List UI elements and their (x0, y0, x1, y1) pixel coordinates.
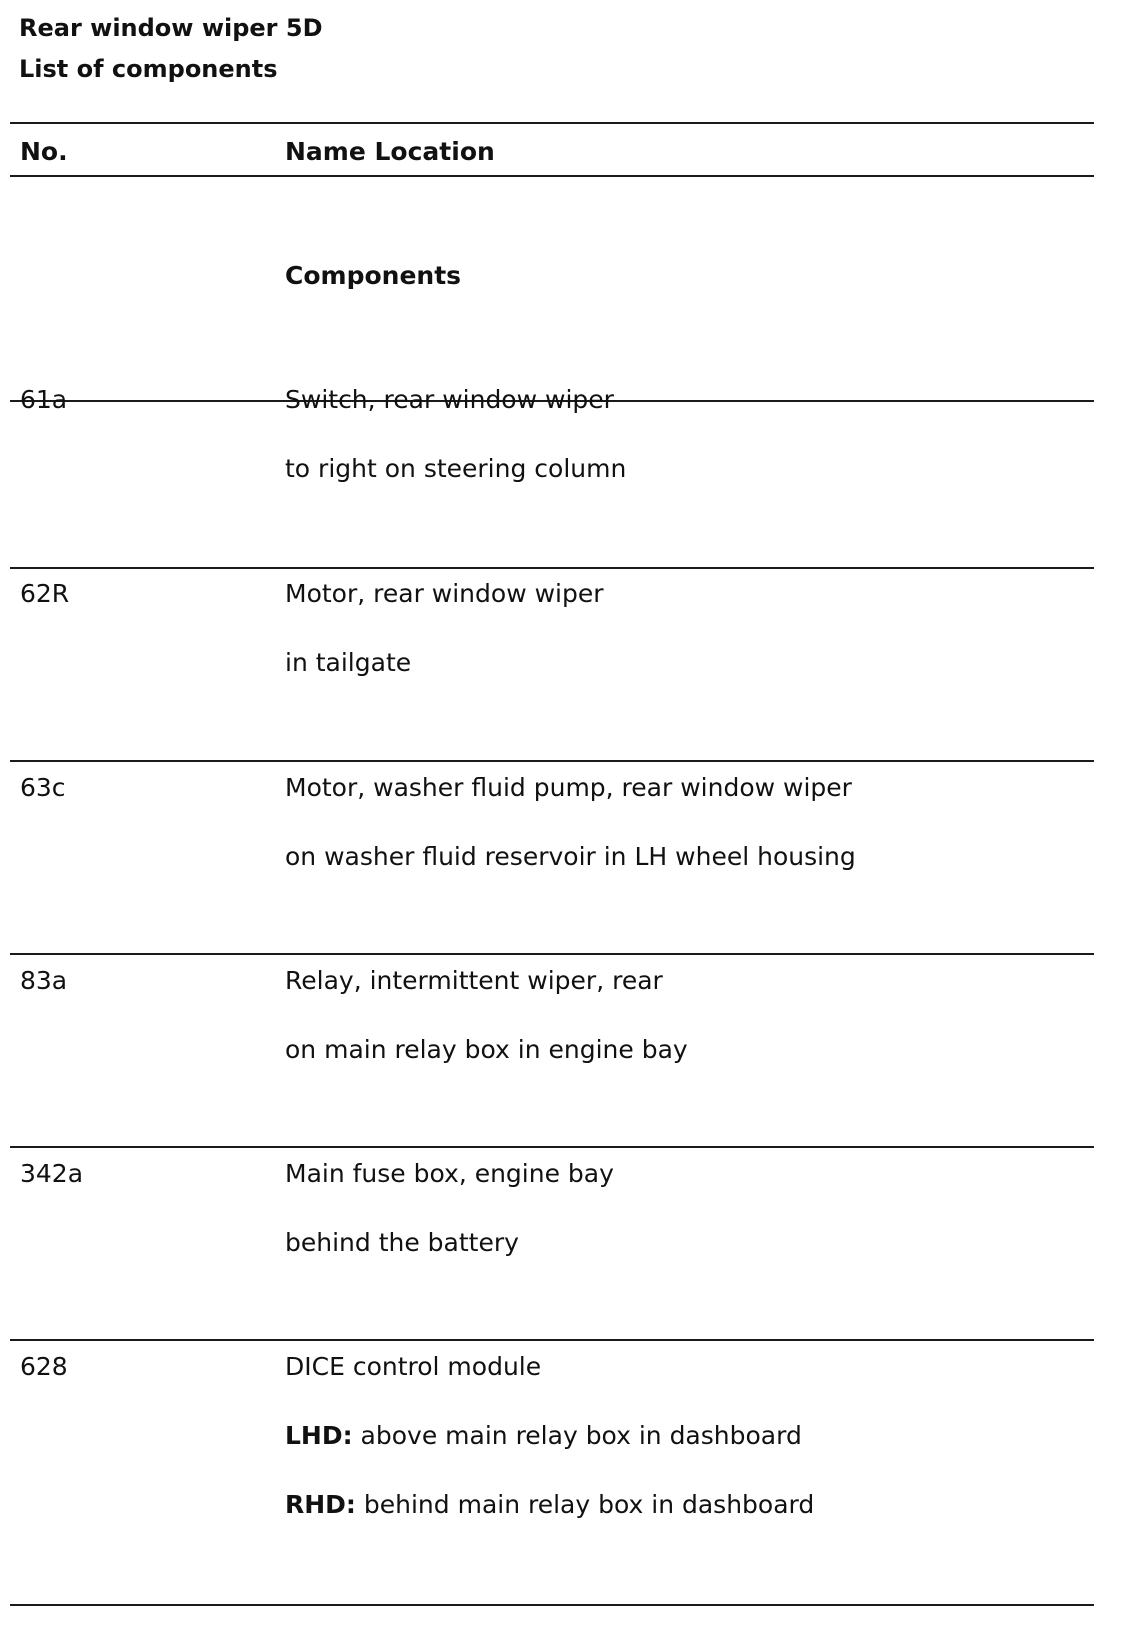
component-number: 83a (20, 966, 68, 995)
document-title: Rear window wiper 5D (19, 14, 323, 42)
row-rule (10, 953, 1094, 955)
component-number: 342a (20, 1159, 84, 1188)
component-name: Main fuse box, engine bay (285, 1159, 614, 1188)
table-header-rule (10, 175, 1094, 177)
location-text-lhd: above main relay box in dashboard (352, 1421, 802, 1450)
component-location: behind the battery (285, 1228, 519, 1257)
row-rule (10, 760, 1094, 762)
component-number: 628 (20, 1352, 68, 1381)
section-heading: Components (285, 261, 462, 290)
component-name: Switch, rear window wiper (285, 385, 614, 414)
component-number: 63c (20, 773, 66, 802)
column-header-no: No. (20, 137, 68, 166)
component-name: DICE control module (285, 1352, 542, 1381)
component-location: to right on steering column (285, 454, 627, 483)
component-location: on washer fluid reservoir in LH wheel housing (285, 842, 856, 871)
row-rule (10, 567, 1094, 569)
component-location: in tailgate (285, 648, 412, 677)
component-name: Relay, intermittent wiper, rear (285, 966, 663, 995)
component-number: 61a (20, 385, 68, 414)
component-location-lhd (285, 1420, 802, 1452)
row-rule (10, 1146, 1094, 1148)
location-label-rhd: RHD: (285, 1490, 356, 1519)
component-name: Motor, washer fluid pump, rear window wiper (285, 773, 852, 802)
location-text-rhd: behind main relay box in dashboard (355, 1490, 815, 1519)
component-name: Motor, rear window wiper (285, 579, 604, 608)
row-rule (10, 1339, 1094, 1341)
document-subtitle: List of components (19, 55, 278, 83)
component-location-rhd (285, 1489, 814, 1521)
column-header-name-location: Name Location (285, 137, 495, 166)
location-label-lhd: LHD: (285, 1421, 353, 1450)
table-top-rule (10, 122, 1094, 124)
component-number: 62R (20, 579, 70, 608)
table-bottom-rule (10, 1604, 1094, 1606)
component-location: on main relay box in engine bay (285, 1035, 688, 1064)
